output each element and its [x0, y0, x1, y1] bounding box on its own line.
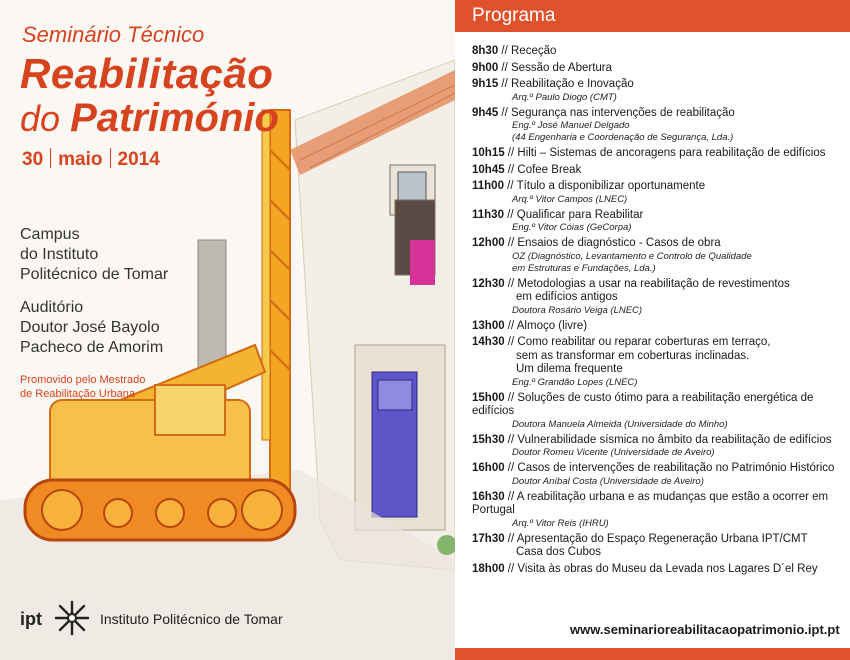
promoter-line: de Reabilitação Urbana: [20, 388, 135, 400]
title-line1: Reabilitação: [20, 50, 274, 97]
schedule-time: 18h00: [472, 562, 505, 575]
schedule-line: [472, 278, 847, 292]
schedule-item: [472, 62, 847, 76]
time-separator: //: [503, 208, 517, 221]
campus-location: [20, 225, 168, 285]
schedule-item: [472, 462, 847, 488]
session-title: Reabilitação e Inovação: [511, 78, 634, 90]
date-separator: [110, 148, 111, 168]
program-title: Programa: [472, 5, 556, 26]
session-title-continued: Casa dos Cubos: [516, 546, 602, 558]
schedule-line: [472, 237, 847, 251]
schedule-item: [472, 563, 847, 577]
speaker: Eng.º Vitor Cóias (GeCorpa): [512, 222, 632, 233]
schedule-time: 11h30: [472, 208, 504, 221]
session-title-continued: Um dilema frequente: [516, 363, 623, 375]
schedule-line: [472, 147, 847, 161]
session-title: Apresentação do Espaço Regeneração Urbana IPT/CMT: [516, 532, 808, 545]
schedule-line: [472, 180, 847, 194]
schedule-time: 13h00: [472, 319, 505, 332]
speaker: (44 Engenharia e Coordenação de Segurança, Lda.): [512, 132, 734, 143]
schedule-line: [472, 533, 847, 547]
schedule-time: 17h30: [472, 532, 505, 545]
auditorium-line: Auditório: [20, 299, 84, 316]
session-title: Almoço (livre): [516, 319, 588, 332]
speaker: Doutora Rosário Veiga (LNEC): [512, 304, 643, 316]
schedule-line: [472, 78, 847, 92]
schedule-item: [472, 237, 847, 275]
schedule-line: [472, 164, 847, 178]
time-separator: //: [504, 147, 518, 159]
speaker: Arq.º Paulo Diogo (CMT): [512, 91, 617, 103]
session-title: Receção: [511, 45, 557, 57]
schedule-line: [472, 209, 847, 223]
time-separator: //: [504, 336, 518, 348]
time-separator: //: [504, 391, 518, 404]
schedule-time: 14h30: [472, 336, 505, 348]
time-separator: //: [498, 45, 511, 57]
promoter-line: Promovido pelo Mestrado: [20, 374, 146, 386]
session-title: Qualificar para Reabilitar: [516, 208, 644, 221]
event-date: [22, 148, 160, 171]
schedule-line: [472, 563, 847, 577]
schedule-item: [472, 209, 847, 235]
speaker: Arq.º Vitor Campos (LNEC): [512, 193, 628, 205]
session-title: Casos de intervenções de reabilitação no Património Histórico: [517, 462, 835, 474]
schedule-item: [472, 78, 847, 104]
ipt-logo: [20, 598, 340, 638]
schedule-time: 15h30: [472, 433, 505, 446]
schedule-item: [472, 107, 847, 145]
schedule-item: [472, 180, 847, 206]
schedule-item: [472, 491, 847, 530]
time-separator: //: [504, 433, 518, 446]
schedule-item: [472, 164, 847, 178]
time-separator: //: [504, 277, 518, 290]
campus-line: Politécnico de Tomar: [20, 266, 169, 283]
schedule-line: [472, 62, 847, 76]
session-title: Segurança nas intervenções de reabilitação: [511, 106, 735, 119]
campus-line: Campus: [20, 226, 80, 243]
schedule-line: [472, 336, 847, 350]
date-separator: [50, 148, 51, 168]
session-title: A reabilitação urbana e as mudanças que estão a ocorrer em Portugal: [472, 490, 829, 516]
session-title: Hilti – Sistemas de ancoragens para reabilitação de edifícios: [517, 147, 826, 159]
schedule-line: [472, 491, 847, 518]
schedule-item: [472, 320, 847, 334]
time-separator: //: [504, 237, 518, 249]
seminar-label: Seminário Técnico: [22, 22, 205, 47]
time-separator: //: [498, 61, 511, 74]
session-title: Como reabilitar ou reparar coberturas em terraço,: [517, 336, 771, 348]
schedule-time: 10h45: [472, 163, 505, 176]
time-separator: //: [504, 532, 517, 545]
bottom-accent-bar: [455, 648, 850, 660]
schedule-line: [472, 320, 847, 334]
title-line2: [20, 96, 279, 141]
session-title: Título a disponibilizar oportunamente: [516, 180, 706, 192]
auditorium-location: [20, 298, 163, 358]
session-title-continued: sem as transformar em coberturas inclinadas.: [516, 349, 750, 362]
time-separator: //: [498, 78, 511, 90]
schedule-time: 12h00: [472, 237, 505, 249]
program-panel: [455, 0, 850, 660]
date-year: 2014: [117, 149, 160, 170]
session-title: Cofee Break: [517, 163, 582, 176]
schedule-time: 12h30: [472, 277, 505, 290]
time-separator: //: [498, 106, 511, 119]
title-patrimonio: Património: [70, 96, 279, 140]
campus-line: do Instituto: [20, 246, 99, 263]
schedule-list: [472, 45, 847, 579]
schedule-time: 8h30: [472, 45, 499, 57]
auditorium-line: Doutor José Bayolo: [20, 319, 160, 336]
schedule-item: [472, 147, 847, 161]
schedule-time: 10h15: [472, 147, 505, 159]
schedule-item: [472, 434, 847, 460]
schedule-time: 9h45: [472, 106, 499, 119]
speaker: em Estruturas e Fundações, Lda.): [512, 262, 656, 274]
date-day: 30: [22, 149, 44, 170]
date-month: maio: [58, 149, 103, 170]
schedule-item: [472, 336, 847, 389]
auditorium-line: Pacheco de Amorim: [20, 339, 164, 356]
session-title: Visita às obras do Museu da Levada nos Lagares D´el Rey: [517, 562, 818, 575]
speaker: OZ (Diagnóstico, Levantamento e Controlo de Qualidade: [512, 250, 752, 262]
title-do: do: [20, 98, 61, 139]
time-separator: //: [504, 462, 518, 474]
session-title: Soluções de custo ótimo para a reabilitação energética de edifícios: [472, 391, 814, 417]
time-separator: //: [504, 490, 517, 503]
session-title: Metodologias a usar na reabilitação de revestimentos: [517, 277, 790, 290]
speaker: Eng.º José Manuel Delgado: [512, 120, 630, 131]
logo-institution-name: Instituto Politécnico de Tomar: [100, 611, 283, 627]
schedule-time: 9h00: [472, 61, 499, 74]
session-title: Ensaios de diagnóstico - Casos de obra: [517, 237, 721, 249]
schedule-time: 9h15: [472, 78, 499, 90]
time-separator: //: [504, 562, 518, 575]
speaker: Doutora Manuela Almeida (Universidade do Minho): [512, 418, 728, 430]
program-header: [455, 0, 850, 32]
schedule-line: [472, 107, 847, 121]
ipt-emblem-icon: [50, 598, 94, 638]
time-separator: //: [504, 163, 518, 176]
schedule-time: 16h00: [472, 462, 505, 474]
schedule-line: [472, 392, 847, 419]
logo-short-name: ipt: [20, 609, 42, 629]
schedule-line: [472, 45, 847, 59]
session-title-continued: em edifícios antigos: [516, 291, 618, 303]
schedule-line: [472, 462, 847, 476]
schedule-time: 11h00: [472, 180, 504, 192]
speaker: Doutor Romeu Vicente (Universidade de Aveiro): [512, 447, 715, 458]
time-separator: //: [503, 180, 517, 192]
speaker: Eng.º Grandão Lopes (LNEC): [512, 376, 638, 388]
schedule-item: [472, 45, 847, 59]
schedule-time: 16h30: [472, 490, 505, 503]
schedule-line: [472, 434, 847, 448]
speaker: Doutor Aníbal Costa (Universidade de Aveiro): [512, 475, 704, 487]
session-title: Vulnerabilidade sísmica no âmbito da reabilitação de edifícios: [517, 433, 832, 446]
schedule-item: [472, 392, 847, 431]
speaker: Arq.º Vitor Reis (IHRU): [512, 517, 609, 529]
website-url[interactable]: www.seminarioreabilitacaopatrimonio.ipt.pt: [570, 622, 840, 637]
promoter-note: [20, 373, 145, 401]
schedule-item: [472, 533, 847, 560]
schedule-item: [472, 278, 847, 317]
time-separator: //: [504, 319, 517, 332]
session-title: Sessão de Abertura: [511, 61, 613, 74]
schedule-time: 15h00: [472, 391, 505, 404]
